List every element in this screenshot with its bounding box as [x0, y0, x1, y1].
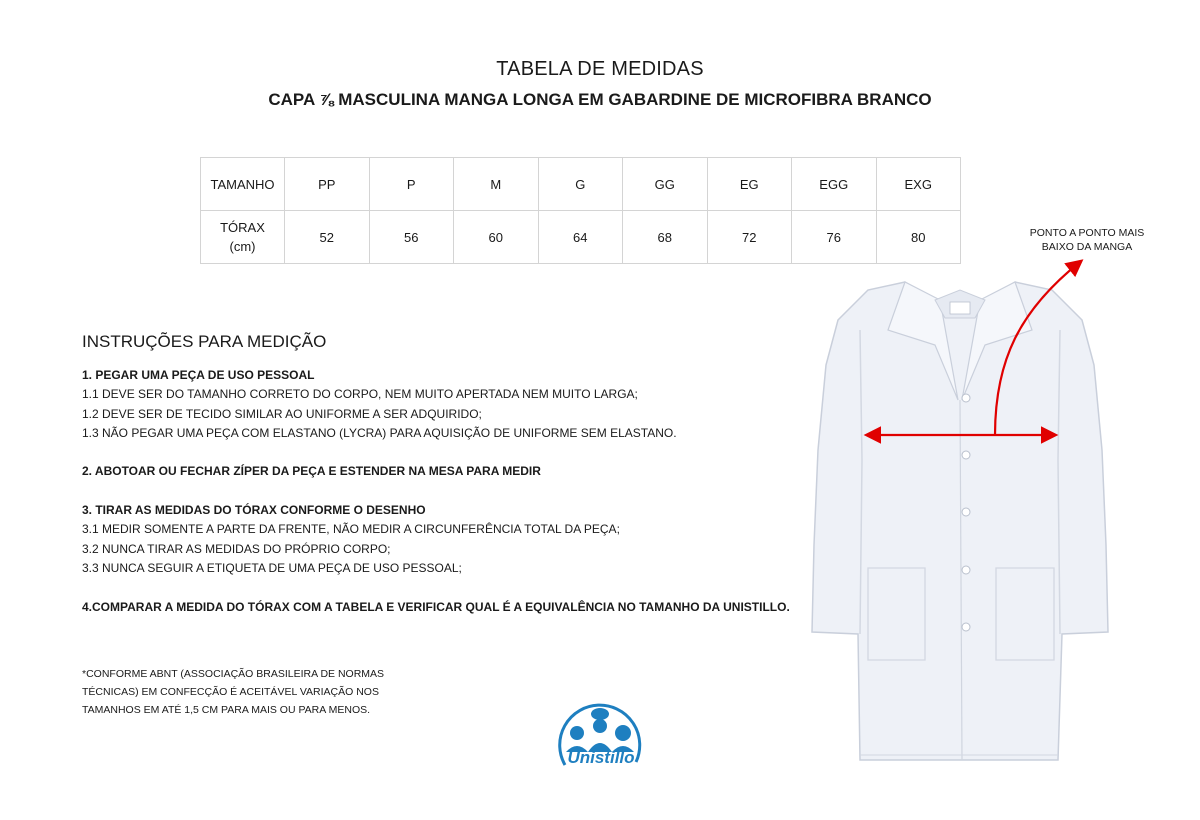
step-3-title: 3. TIRAR AS MEDIDAS DO TÓRAX CONFORME O DESENHO: [82, 503, 426, 518]
step-1-2: 1.2 DEVE SER DE TECIDO SIMILAR AO UNIFORME A SER ADQUIRIDO;: [82, 406, 482, 421]
chest-unit: (cm): [229, 239, 256, 254]
instructions-title: INSTRUÇÕES PARA MEDIÇÃO: [82, 332, 327, 351]
coat-body: [812, 282, 1108, 760]
size-cell: GG: [623, 158, 708, 211]
size-cell: G: [538, 158, 623, 211]
logo-wordmark: Unistillo: [567, 748, 635, 767]
step-2-title: 2. ABOTOAR OU FECHAR ZÍPER DA PEÇA E ESTENDER NA MESA PARA MEDIR: [82, 464, 541, 479]
size-cell: EXG: [876, 158, 961, 211]
chest-cell: 76: [792, 211, 877, 264]
chest-cell: 60: [454, 211, 539, 264]
chef-icon: [588, 708, 612, 752]
chest-cell: 72: [707, 211, 792, 264]
step-1-3: 1.3 NÃO PEGAR UMA PEÇA COM ELASTANO (LYCRA) PARA AQUISIÇÃO DE UNIFORME SEM ELASTANO.: [82, 425, 677, 440]
size-cell: EG: [707, 158, 792, 211]
note-line: TAMANHOS EM ATÉ 1,5 CM PARA MAIS OU PARA MENOS.: [82, 704, 371, 716]
step-3-1: 3.1 MEDIR SOMENTE A PARTE DA FRENTE, NÃO MEDIR A CIRCUNFERÊNCIA TOTAL DA PEÇA;: [82, 522, 620, 537]
chest-label: TÓRAX: [220, 220, 265, 235]
size-cell: P: [369, 158, 454, 211]
button-icon: [962, 566, 970, 574]
note-line: TÉCNICAS) EM CONFECÇÃO É ACEITÁVEL VARIAÇÃO NOS: [82, 686, 379, 698]
size-cell: M: [454, 158, 539, 211]
note-line: *CONFORME ABNT (ASSOCIAÇÃO BRASILEIRA DE NORMAS: [82, 668, 385, 680]
product-title: CAPA ⅞ MASCULINA MANGA LONGA EM GABARDINE DE MICROFIBRA BRANCO: [268, 90, 932, 109]
button-icon: [962, 394, 970, 402]
step-4-title: 4.COMPARAR A MEDIDA DO TÓRAX COM A TABELA E VERIFICAR QUAL É A EQUIVALÊNCIA NO TAMANHO DA UNISTILLO.: [82, 599, 790, 614]
chest-cell: 56: [369, 211, 454, 264]
lab-coat-illustration: [812, 282, 1108, 760]
chest-cell: 80: [876, 211, 961, 264]
step-3-3: 3.3 NUNCA SEGUIR A ETIQUETA DE UMA PEÇA DE USO PESSOAL;: [82, 560, 462, 575]
coat-label: [950, 302, 970, 314]
step-1-1: 1.1 DEVE SER DO TAMANHO CORRETO DO CORPO, NEM MUITO APERTADA NEM MUITO LARGA;: [82, 387, 638, 402]
chest-cell: 68: [623, 211, 708, 264]
page-title: TABELA DE MEDIDAS: [496, 58, 704, 80]
button-icon: [962, 451, 970, 459]
step-3-2: 3.2 NUNCA TIRAR AS MEDIDAS DO PRÓPRIO CORPO;: [82, 541, 391, 556]
size-cell: EGG: [792, 158, 877, 211]
sleeve-label-line: BAIXO DA MANGA: [1041, 241, 1133, 253]
step-1-title: 1. PEGAR UMA PEÇA DE USO PESSOAL: [82, 368, 315, 382]
size-header-label: TAMANHO: [201, 158, 285, 211]
sleeve-label-line: PONTO A PONTO MAIS: [1029, 227, 1145, 239]
size-cell: PP: [285, 158, 370, 211]
button-icon: [962, 508, 970, 516]
chest-cell: 64: [538, 211, 623, 264]
chest-cell: 52: [285, 211, 370, 264]
button-icon: [962, 623, 970, 631]
